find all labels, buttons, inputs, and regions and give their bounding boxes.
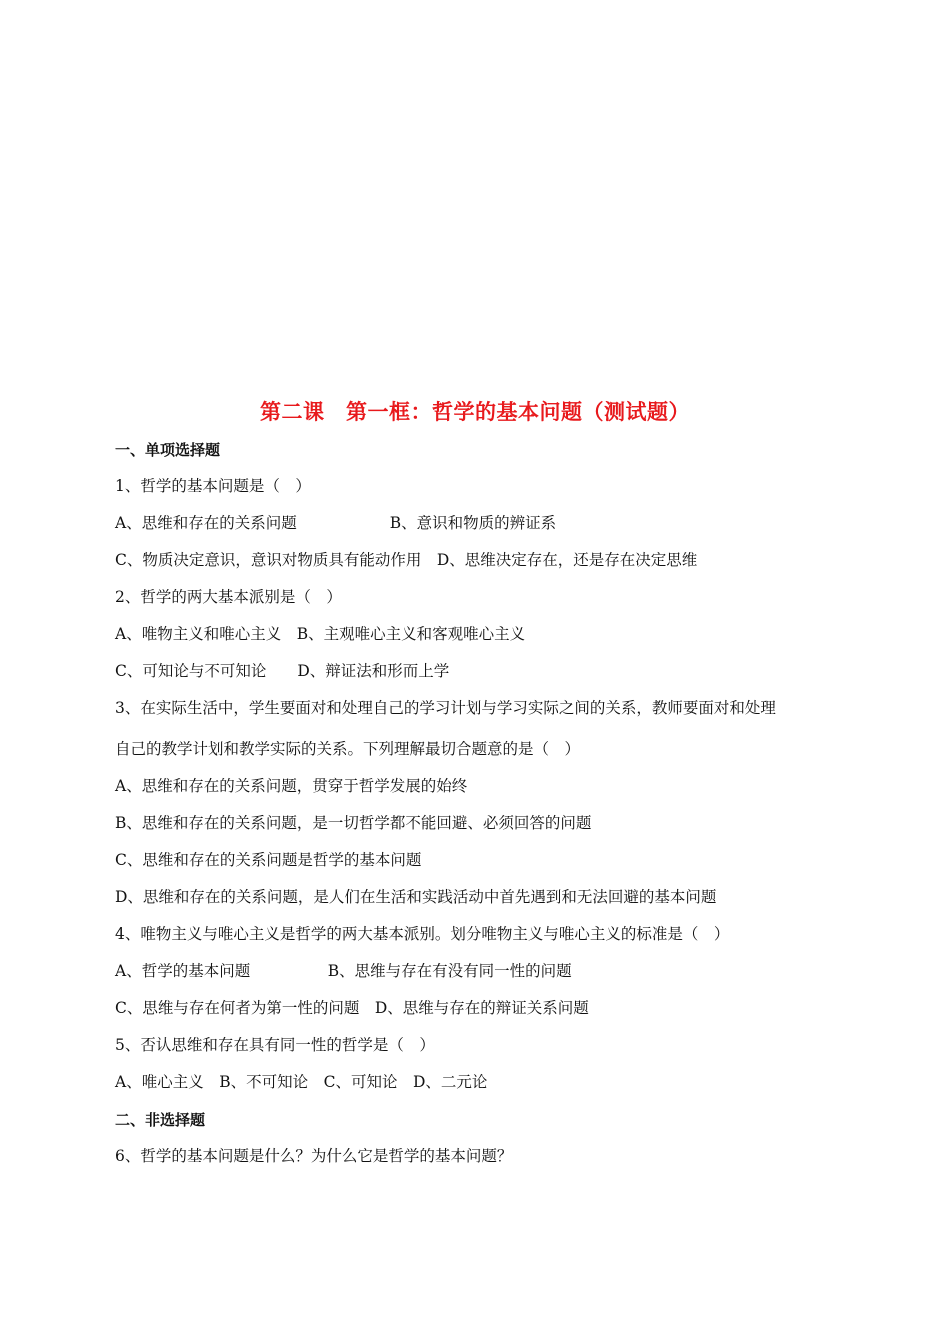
- question-1-options-ab: A、思维和存在的关系问题 B、意识和物质的辨证系: [115, 514, 557, 532]
- question-3-option-c: C、思维和存在的关系问题是哲学的基本问题: [115, 851, 422, 869]
- section-heading-non-choice: 二、非选择题: [115, 1111, 206, 1129]
- document-title: 第二课 第一框：哲学的基本问题（测试题）: [260, 400, 690, 424]
- question-3-option-a: A、思维和存在的关系问题，贯穿于哲学发展的始终: [115, 777, 468, 795]
- question-1-options-cd: C、物质决定意识，意识对物质具有能动作用 D、思维决定存在，还是存在决定思维: [115, 551, 698, 569]
- question-4-options-cd: C、思维与存在何者为第一性的问题 D、思维与存在的辩证关系问题: [115, 999, 589, 1017]
- question-2-stem: 2、哲学的两大基本派别是（ ）: [115, 588, 342, 606]
- question-2-options-ab: A、唯物主义和唯心主义 B、主观唯心主义和客观唯心主义: [115, 625, 526, 643]
- question-4-options-ab: A、哲学的基本问题 B、思维与存在有没有同一性的问题: [115, 962, 572, 980]
- question-5-stem: 5、否认思维和存在具有同一性的哲学是（ ）: [115, 1036, 435, 1054]
- question-3-option-b: B、思维和存在的关系问题，是一切哲学都不能回避、必须回答的问题: [115, 814, 592, 832]
- question-4-stem: 4、唯物主义与唯心主义是哲学的两大基本派别。划分唯物主义与唯心主义的标准是（ ）: [115, 925, 730, 943]
- section-heading-single-choice: 一、单项选择题: [115, 441, 221, 459]
- question-3-stem-line-1: 3、在实际生活中，学生要面对和处理自己的学习计划与学习实际之间的关系，教师要面对和处理: [115, 699, 776, 717]
- question-1-stem: 1、哲学的基本问题是（ ）: [115, 477, 311, 495]
- question-3-option-d: D、思维和存在的关系问题，是人们在生活和实践活动中首先遇到和无法回避的基本问题: [115, 888, 717, 906]
- question-3-stem-line-2: 自己的教学计划和教学实际的关系。下列理解最切合题意的是（ ）: [115, 740, 581, 758]
- question-5-options: A、唯心主义 B、不可知论 C、可知论 D、二元论: [115, 1073, 488, 1091]
- question-6-stem: 6、哲学的基本问题是什么？为什么它是哲学的基本问题？: [115, 1147, 513, 1165]
- question-2-options-cd: C、可知论与不可知论 D、辩证法和形而上学: [115, 662, 450, 680]
